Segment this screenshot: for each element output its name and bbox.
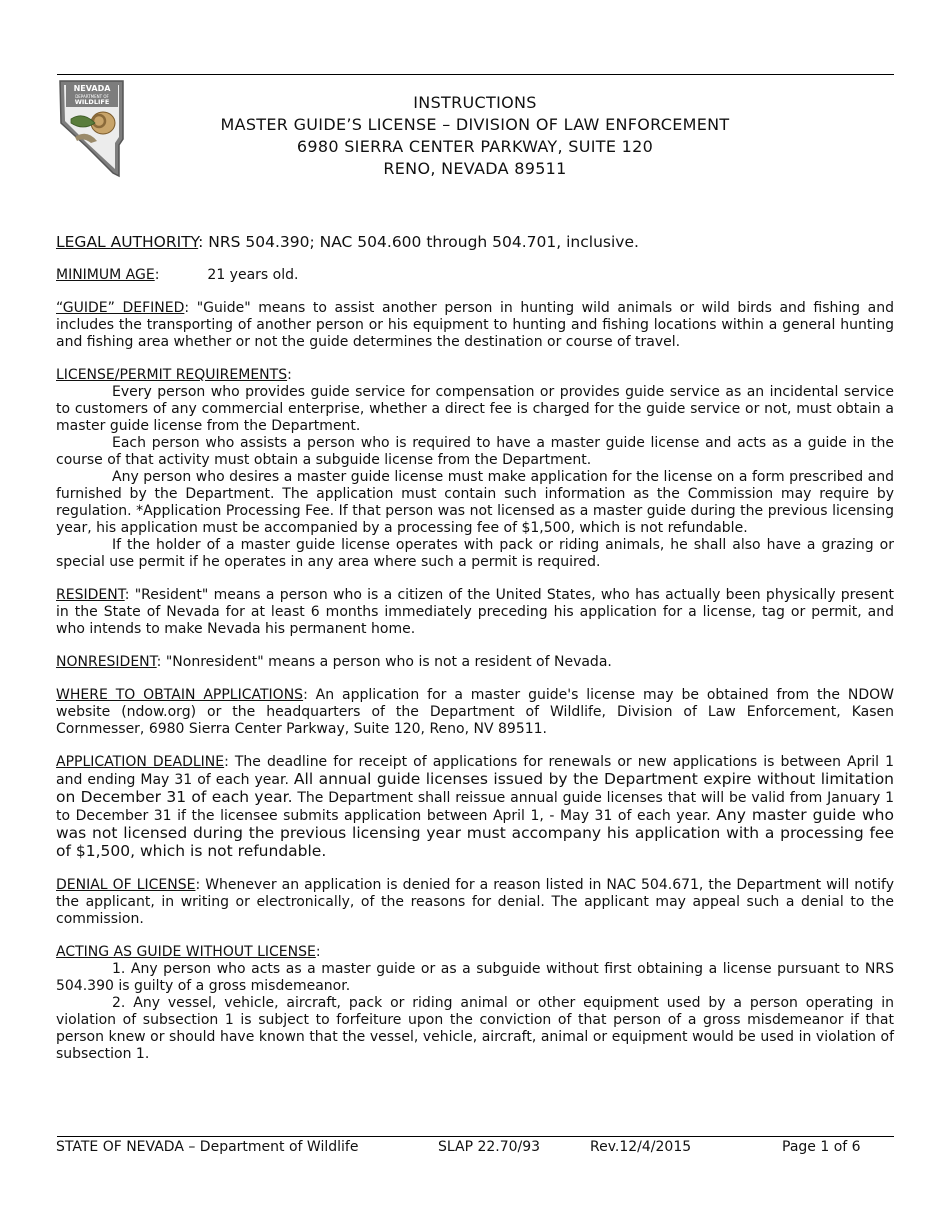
resident-label: RESIDENT [56, 587, 125, 603]
resident-text: : "Resident" means a person who is a citizen of the United States, who has actually been physically present in the State of Nevada for at least 6 months immediately preceding his application for a license, tag or permit, and who intends to make Nevada his permanent home. [56, 587, 894, 637]
nonresident-label: NONRESIDENT [56, 654, 157, 670]
guide-defined-label: “GUIDE” DEFINED [56, 300, 185, 316]
minimum-age-value: 21 years old. [207, 267, 299, 283]
footer-agency: STATE OF NEVADA – Department of Wildlife [56, 1139, 359, 1155]
license-requirements-paragraph: Every person who provides guide service for compensation or provides guide service as an incidental service to customers of any commercial enterprise, whether a direct fee is charged for the guide service or not, must obtain a master guide license from the Department. [56, 384, 894, 434]
section-minimum-age [56, 267, 894, 284]
minimum-age-colon: : [154, 267, 160, 283]
where-to-obtain-label: WHERE TO OBTAIN APPLICATIONS [56, 687, 304, 703]
application-deadline-reissue-text: The Department shall reissue annual guide licenses that will be valid from January 1 to December 31 if the licensee submits application between April 1, - May 31 of each year. [56, 790, 895, 824]
minimum-age-label: MINIMUM AGE [56, 267, 155, 283]
logo-text-department: DEPARTMENT OF [75, 94, 109, 99]
legal-authority-text: : NRS 504.390; NAC 504.600 through 504.701, inclusive. [198, 233, 639, 251]
section-legal-authority [56, 234, 894, 251]
legal-authority-label: LEGAL AUTHORITY [56, 233, 199, 251]
application-deadline-text: : The deadline for receipt of applications for renewals or new applications is between April 1 and ending May 31 of each year. [56, 754, 894, 788]
section-application-deadline [56, 754, 894, 861]
logo-text-wildlife: WILDLIFE [74, 98, 110, 106]
header-address-street: 6980 SIERRA CENTER PARKWAY, SUITE 120 [296, 137, 654, 156]
section-acting-without-license [56, 944, 894, 1063]
logo-text-nevada: NEVADA [73, 84, 111, 93]
denial-of-license-text: : Whenever an application is denied for a reason listed in NAC 504.671, the Department will notify the applicant, in writing or electronically, of the reasons for denial. The applicant may appeal such a denial to the commission. [56, 877, 895, 927]
header-subtitle: MASTER GUIDE’S LICENSE – DIVISION OF LAW ENFORCEMENT [220, 115, 730, 134]
application-deadline-label: APPLICATION DEADLINE [56, 754, 225, 770]
license-requirements-paragraph: If the holder of a master guide license operates with pack or riding animals, he shall also have a grazing or special use permit if he operates in any area where such a permit is required. [56, 537, 894, 570]
footer-revision: Rev.12/4/2015 [590, 1139, 692, 1155]
application-deadline-fee-text: Any master guide who was not licensed during the previous licensing year must accompany his application with a processing fee of $1,500, which is not refundable. [56, 806, 894, 860]
license-requirements-label: LICENSE/PERMIT REQUIREMENTS [56, 367, 288, 383]
acting-without-license-item: 2. Any vessel, vehicle, aircraft, pack or riding animal or other equipment used by a person operating in violation of subsection 1 is subject to forfeiture upon the conviction of that person of a gross misdemeanor if that person knew or should have known that the vessel, vehicle, aircraft, animal or equipment would be used in violation of subsection 1. [56, 995, 894, 1062]
section-denial-of-license [56, 877, 894, 928]
section-where-to-obtain [56, 687, 894, 738]
document-body [56, 234, 894, 1079]
top-rule [57, 74, 894, 75]
denial-of-license-label: DENIAL OF LICENSE [56, 877, 196, 893]
where-to-obtain-text: : An application for a master guide's license may be obtained from the NDOW website (ndow.org) or the headquarters of the Department of Wildlife, Division of Law Enforcement, Kasen Cornmesser, 6980 Sierra Center Parkway, Suite 120, Reno, NV 89511. [56, 687, 895, 737]
license-requirements-colon: : [287, 367, 292, 383]
ndow-logo [57, 79, 125, 179]
footer-form-number: SLAP 22.70/93 [438, 1139, 541, 1155]
document-header [160, 92, 790, 180]
acting-without-license-item: 1. Any person who acts as a master guide or as a subguide without first obtaining a license pursuant to NRS 504.390 is guilty of a gross misdemeanor. [56, 961, 894, 994]
footer-page-number: Page 1 of 6 [782, 1139, 861, 1155]
nonresident-text: : "Nonresident" means a person who is not a resident of Nevada. [156, 654, 612, 670]
acting-without-license-colon: : [315, 944, 321, 960]
license-requirements-paragraph: Each person who assists a person who is required to have a master guide license and acts as a guide in the course of that activity must obtain a subguide license from the Department. [56, 435, 894, 468]
section-license-requirements [56, 367, 894, 571]
header-address-city: RENO, NEVADA 89511 [383, 159, 567, 178]
footer-rule [57, 1136, 894, 1137]
section-resident [56, 587, 894, 638]
section-nonresident [56, 654, 894, 671]
acting-without-license-label: ACTING AS GUIDE WITHOUT LICENSE [56, 944, 316, 960]
header-title: INSTRUCTIONS [413, 93, 537, 112]
license-requirements-paragraph: Any person who desires a master guide license must make application for the license on a form prescribed and furnished by the Department. The application must contain such information as the Commission may require by regulation. *Application Processing Fee. If that person was not licensed as a master guide during the previous licensing year, his application must be accompanied by a processing fee of $1,500, which is not refundable. [56, 469, 894, 536]
application-deadline-expiry-text: All annual guide licenses issued by the Department expire without limitation on December 31 of each year. [56, 770, 894, 806]
guide-defined-text: : "Guide" means to assist another person in hunting wild animals or wild birds and fishing and includes the transporting of another person or his equipment to hunting and fishing locations within a general hunting and fishing area whether or not the guide determines the destination or course of travel. [56, 300, 894, 350]
section-guide-defined [56, 300, 894, 351]
